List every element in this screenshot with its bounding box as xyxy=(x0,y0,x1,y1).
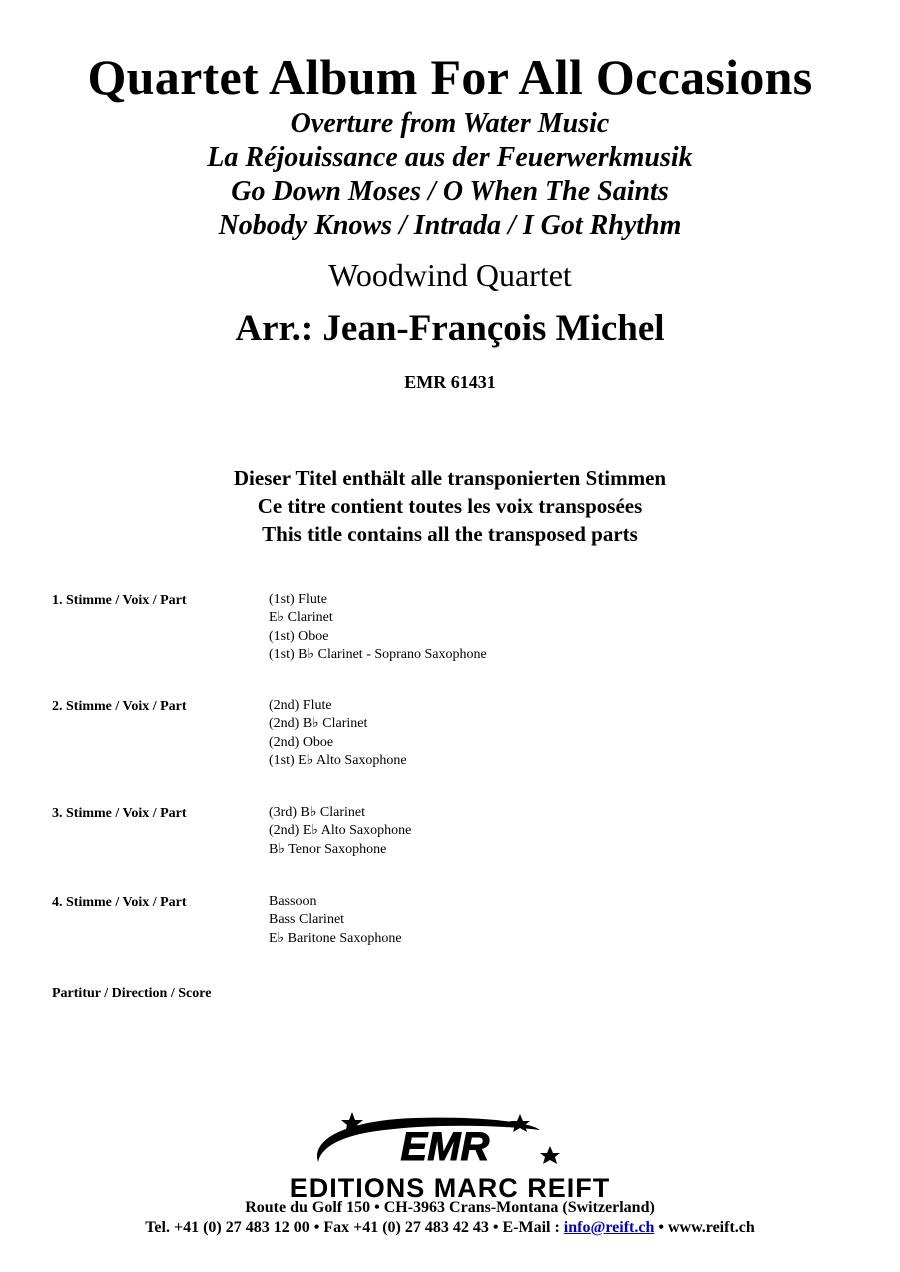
instrument-item: (2nd) Flute xyxy=(269,698,332,713)
instrument-item: (2nd) E♭ Alto Saxophone xyxy=(269,823,412,839)
subtitle-line: Nobody Knows / Intrada / I Got Rhythm xyxy=(218,210,682,241)
instrument-item: (1st) E♭ Alto Saxophone xyxy=(269,753,407,769)
logo-star xyxy=(510,1114,530,1132)
logo-star xyxy=(540,1146,560,1164)
part-3-label: 3. Stimme / Voix / Part xyxy=(52,806,187,821)
instrument-item: (3rd) B♭ Clarinet xyxy=(269,805,366,820)
subtitle-line: Overture from Water Music xyxy=(290,108,610,139)
logo-text: EMR xyxy=(400,1125,490,1169)
part-4-instruments xyxy=(269,893,402,948)
part-2-instruments xyxy=(269,697,407,771)
info-line-en: This title contains all the transposed parts xyxy=(262,522,638,546)
instrument-item: B♭ Tenor Saxophone xyxy=(269,841,387,857)
publisher-contact xyxy=(0,1218,900,1238)
part-1-label: 1. Stimme / Voix / Part xyxy=(52,593,187,608)
instrument-item: Bassoon xyxy=(269,894,317,909)
publisher-name: EDITIONS MARC REIFT xyxy=(289,1173,611,1200)
part-4-label: 4. Stimme / Voix / Part xyxy=(52,895,187,910)
subtitle-line: La Réjouissance aus der Feuerwerkmusik xyxy=(207,142,693,173)
instrument-item: E♭ Clarinet xyxy=(269,610,333,626)
instrument-item: (1st) Oboe xyxy=(269,628,329,644)
emr-logo xyxy=(240,1108,660,1200)
score-label: Partitur / Direction / Score xyxy=(52,986,212,1001)
subtitle-line: Go Down Moses / O When The Saints xyxy=(231,176,669,207)
instrument-item: E♭ Baritone Saxophone xyxy=(269,930,402,946)
ensemble-label: Woodwind Quartet xyxy=(328,257,572,293)
info-line-fr: Ce titre contient toutes les voix transposées xyxy=(257,494,643,518)
part-3-instruments xyxy=(269,804,411,859)
email-link[interactable]: info@reift.ch xyxy=(563,1219,655,1236)
instrument-item: (1st) B♭ Clarinet - Soprano Saxophone xyxy=(269,647,487,663)
instrument-item: Bass Clarinet xyxy=(269,912,345,928)
part-2-label: 2. Stimme / Voix / Part xyxy=(52,699,187,714)
part-1-instruments xyxy=(269,591,487,665)
instrument-item: (2nd) B♭ Clarinet xyxy=(269,716,368,732)
info-line-de: Dieser Titel enthält alle transponierten Stimmen xyxy=(233,466,667,490)
catalog-number: EMR 61431 xyxy=(404,372,496,392)
publisher-address: Route du Golf 150 • CH-3963 Crans-Montana (Switzerland) xyxy=(245,1199,655,1216)
instrument-item: (2nd) Oboe xyxy=(269,734,334,750)
page-title: Quartet Album For All Occasions xyxy=(87,49,813,105)
arranger-label: Arr.: Jean-François Michel xyxy=(235,308,665,349)
instrument-item: (1st) Flute xyxy=(269,592,327,607)
contact-phone-fax: Tel. +41 (0) 27 483 12 00 • Fax +41 (0) 27 483 42 43 • E-Mail : xyxy=(145,1219,564,1236)
contact-website: • www.reift.ch xyxy=(654,1219,755,1236)
